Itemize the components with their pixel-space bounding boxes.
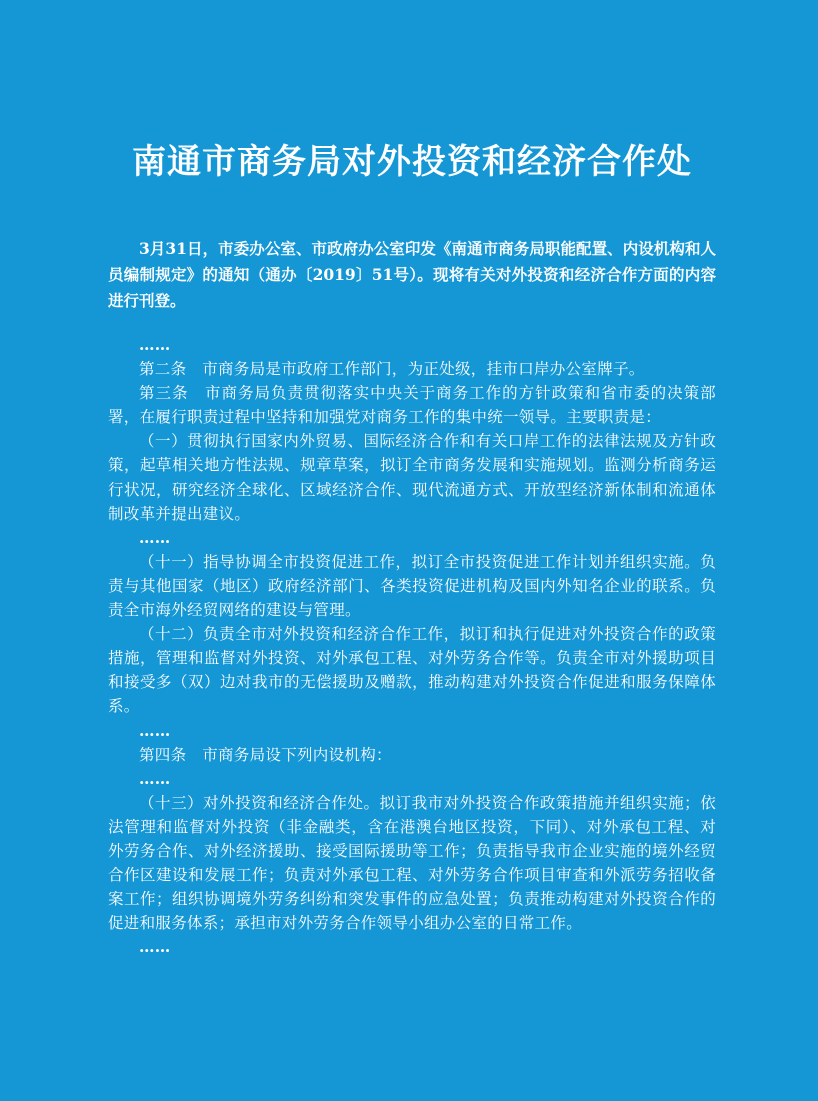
page-title: 南通市商务局对外投资和经济合作处 <box>132 142 692 182</box>
ellipsis: …… <box>139 720 171 740</box>
duty-11-paragraph: （十一）指导协调全市投资促进工作，拟订全市投资促进工作计划并组织实施。负责与其他国家（地区）政府经济部门、各类投资促进机构及国内外知名企业的联系。负责全市海外经贸网络的建设与管理。 <box>108 552 716 620</box>
ellipsis: …… <box>139 527 171 547</box>
article-2-paragraph: 第二条 市商务局是市政府工作部门，为正处级，挂市口岸办公室牌子。 <box>139 360 645 379</box>
ellipsis: …… <box>139 335 171 354</box>
ellipsis: …… <box>139 937 171 957</box>
division-13-paragraph: （十三）对外投资和经济合作处。拟订我市对外投资合作政策措施并组织实施；依法管理和监督对外投资（非金融类，含在港澳台地区投资，下同）、对外承包工程、对外劳务合作、对外经济援助、接受国际援助等工作；负责指导我市企业实施的境外经贸合作区建设和发展工作；负责对外承包工程、对外劳务合作项目审查和外派劳务招收备案工作；组织协调境外劳务纠纷和突发事件的应急处置；负责推动构建对外投资合作的促进和服务体系；承担市对外劳务合作领导小组办公室的日常工作。 <box>108 793 716 933</box>
article-body <box>108 333 716 959</box>
article-4-paragraph: 第四条 市商务局设下列内设机构： <box>139 745 392 764</box>
duty-12-paragraph: （十二）负责全市对外投资和经济合作工作，拟订和执行促进对外投资合作的政策措施，管理和监督对外投资、对外承包工程、对外劳务合作等。负责全市对外援助项目和接受多（双）边对我市的无偿援助及赠款，推动构建对外投资合作促进和服务保障体系。 <box>108 625 716 716</box>
duty-1-paragraph: （一）贯彻执行国家内外贸易、国际经济合作和有关口岸工作的法律法规及方针政策，起草相关地方性法规、规章草案，拟订全市商务发展和实施规划。监测分析商务运行状况，研究经济全球化、区域经济合作、现代流通方式、开放型经济新体制和流通体制改革并提出建议。 <box>108 432 716 523</box>
intro-paragraph: 3月31日，市委办公室、市政府办公室印发《南通市商务局职能配置、内设机构和人员编制规定》的通知（通办〔2019〕51号）。现将有关对外投资和经济合作方面的内容进行刊登。 <box>108 239 716 310</box>
ellipsis: …… <box>139 768 171 788</box>
article-3-paragraph: 第三条 市商务局负责贯彻落实中央关于商务工作的方针政策和省市委的决策部署，在履行职责过程中坚持和加强党对商务工作的集中统一领导。主要职责是： <box>108 384 716 427</box>
